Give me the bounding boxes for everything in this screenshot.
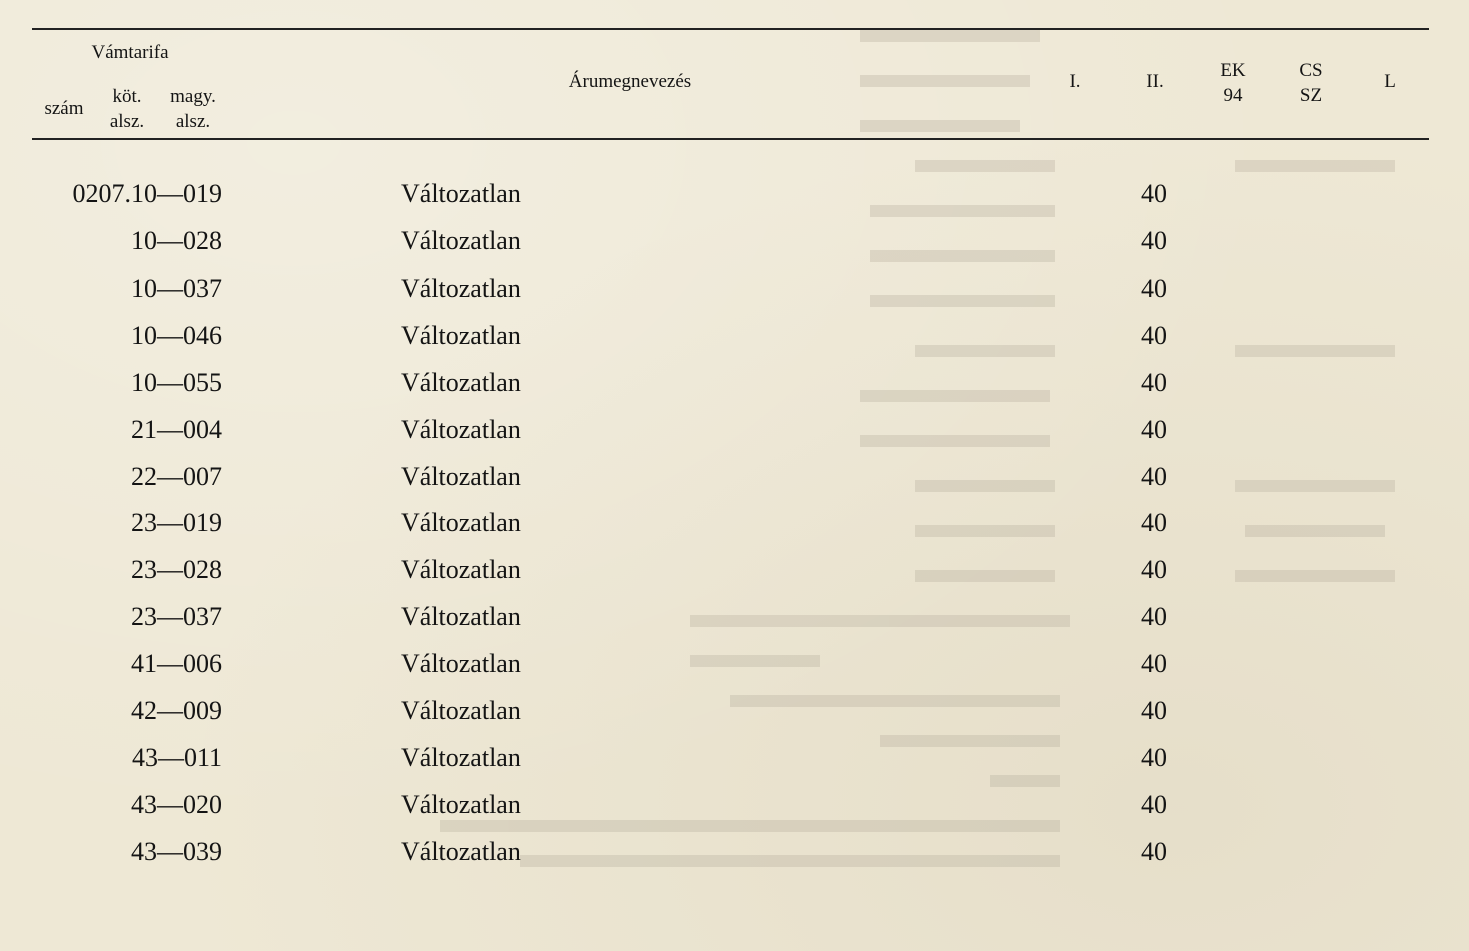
header-arumegnevezes: Árumegnevezés bbox=[568, 71, 692, 92]
table-row bbox=[0, 696, 1469, 730]
rate-col-II: 40 bbox=[1141, 508, 1167, 537]
tariff-code: 43—020 bbox=[131, 790, 222, 819]
goods-description: Változatlan bbox=[401, 368, 521, 397]
table-row bbox=[0, 226, 1469, 260]
rate-col-II: 40 bbox=[1141, 462, 1167, 491]
rate-col-II: 40 bbox=[1141, 696, 1167, 725]
header-col-L: L bbox=[1384, 71, 1396, 92]
goods-description: Változatlan bbox=[401, 274, 521, 303]
tariff-code: 10—028 bbox=[131, 226, 222, 255]
tariff-code: 23—037 bbox=[131, 602, 222, 631]
goods-description: Változatlan bbox=[401, 555, 521, 584]
tariff-code: 21—004 bbox=[131, 415, 222, 444]
header-cs: CS bbox=[1299, 60, 1323, 81]
header-ek: EK bbox=[1220, 60, 1246, 81]
goods-description: Változatlan bbox=[401, 649, 521, 678]
table-row bbox=[0, 837, 1469, 871]
header-col-II: II. bbox=[1146, 71, 1164, 92]
tariff-code: 43—039 bbox=[131, 837, 222, 866]
table-row bbox=[0, 508, 1469, 542]
table-row bbox=[0, 649, 1469, 683]
header-94: 94 bbox=[1223, 85, 1243, 106]
rate-col-II: 40 bbox=[1141, 415, 1167, 444]
table-row bbox=[0, 368, 1469, 402]
goods-description: Változatlan bbox=[401, 462, 521, 491]
table-row bbox=[0, 743, 1469, 777]
header-col-I: I. bbox=[1069, 71, 1081, 92]
tariff-code: 23—028 bbox=[131, 555, 222, 584]
table-row bbox=[0, 179, 1469, 213]
rate-col-II: 40 bbox=[1141, 321, 1167, 350]
goods-description: Változatlan bbox=[401, 321, 521, 350]
tariff-code: 41—006 bbox=[131, 649, 222, 678]
header-col-cssz bbox=[1288, 58, 1334, 108]
header-kot: köt. bbox=[112, 86, 142, 107]
rate-col-II: 40 bbox=[1141, 179, 1167, 208]
goods-description: Változatlan bbox=[401, 508, 521, 537]
rate-col-II: 40 bbox=[1141, 368, 1167, 397]
header-col-ek94 bbox=[1210, 58, 1256, 108]
tariff-code: 0207.10—019 bbox=[72, 179, 222, 208]
rate-col-II: 40 bbox=[1141, 602, 1167, 631]
goods-description: Változatlan bbox=[401, 837, 521, 866]
header-sz: SZ bbox=[1299, 85, 1323, 106]
rate-col-II: 40 bbox=[1141, 555, 1167, 584]
tariff-code: 42—009 bbox=[131, 696, 222, 725]
tariff-code: 22—007 bbox=[131, 462, 222, 491]
rate-col-II: 40 bbox=[1141, 790, 1167, 819]
table-row bbox=[0, 415, 1469, 449]
rate-col-II: 40 bbox=[1141, 226, 1167, 255]
goods-description: Változatlan bbox=[401, 179, 521, 208]
header-magy: magy. bbox=[170, 86, 216, 107]
table-row bbox=[0, 274, 1469, 308]
table-row bbox=[0, 602, 1469, 636]
header-kot-alsz-line2: alsz. bbox=[109, 111, 145, 132]
goods-description: Változatlan bbox=[401, 790, 521, 819]
table-header-rule bbox=[32, 138, 1429, 140]
header-vamtarifa: Vámtarifa bbox=[91, 42, 169, 63]
tariff-code: 23—019 bbox=[131, 508, 222, 537]
tariff-code: 10—055 bbox=[131, 368, 222, 397]
table-top-rule bbox=[32, 28, 1429, 30]
goods-description: Változatlan bbox=[401, 602, 521, 631]
header-kot-alsz bbox=[100, 84, 154, 134]
rate-col-II: 40 bbox=[1141, 837, 1167, 866]
rate-col-II: 40 bbox=[1141, 274, 1167, 303]
goods-description: Változatlan bbox=[401, 226, 521, 255]
table-row bbox=[0, 321, 1469, 355]
table-row bbox=[0, 790, 1469, 824]
rate-col-II: 40 bbox=[1141, 743, 1167, 772]
header-szam: szám bbox=[44, 98, 84, 119]
header-magy-alsz bbox=[162, 84, 224, 134]
header-magy-alsz-line2: alsz. bbox=[175, 111, 211, 132]
goods-description: Változatlan bbox=[401, 415, 521, 444]
goods-description: Változatlan bbox=[401, 696, 521, 725]
tariff-code: 10—046 bbox=[131, 321, 222, 350]
goods-description: Változatlan bbox=[401, 743, 521, 772]
table-row bbox=[0, 555, 1469, 589]
tariff-code: 10—037 bbox=[131, 274, 222, 303]
tariff-code: 43—011 bbox=[131, 743, 222, 772]
rate-col-II: 40 bbox=[1141, 649, 1167, 678]
table-row bbox=[0, 462, 1469, 496]
